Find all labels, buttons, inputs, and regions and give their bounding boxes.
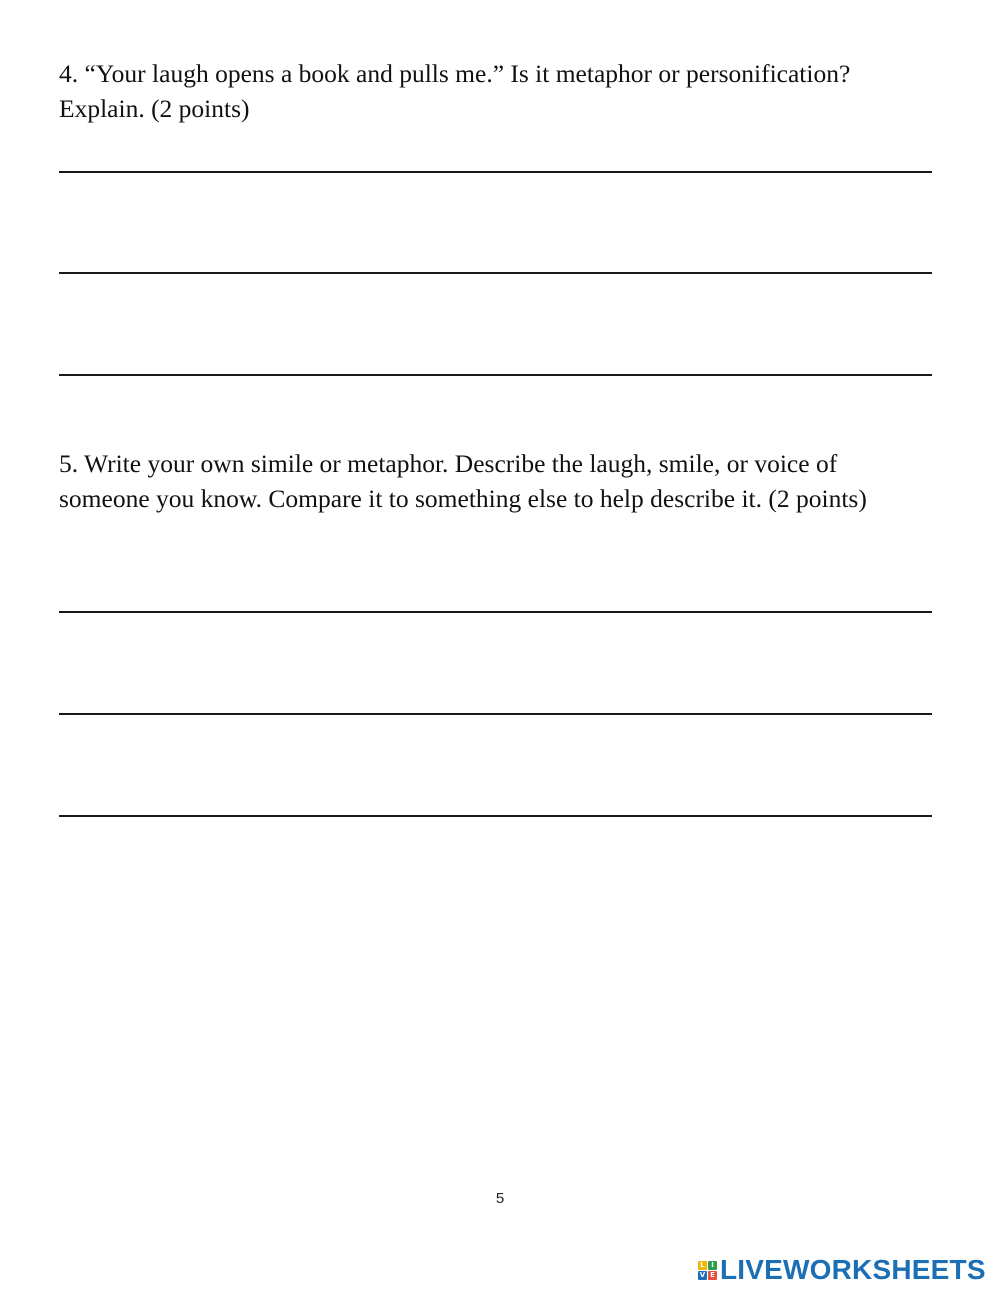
logo-letter-i: I	[708, 1261, 717, 1270]
question-4-answer-line-2[interactable]	[59, 272, 932, 274]
page-number: 5	[495, 1190, 505, 1207]
question-5-prompt: 5. Write your own simile or metaphor. Describe the laugh, smile, or voice of someone you know. Compare it to something else to help describe it. (2 points)	[59, 449, 867, 513]
logo-letter-e: E	[708, 1271, 717, 1280]
liveworksheets-logo	[698, 1255, 986, 1285]
logo-letter-l: L	[698, 1261, 707, 1270]
question-5-answer-line-1[interactable]	[59, 611, 932, 613]
liveworksheets-wordmark: LIVEWORKSHEETS	[720, 1254, 986, 1285]
question-4-answer-line-3[interactable]	[59, 374, 932, 376]
logo-letter-v: V	[699, 1270, 706, 1279]
question-4-answer-line-1[interactable]	[59, 171, 932, 173]
question-5-answer-line-3[interactable]	[59, 815, 932, 817]
question-4-prompt: 4. “Your laugh opens a book and pulls me.” Is it metaphor or personification? Explain. (2 points)	[59, 59, 851, 123]
live-blocks-icon	[698, 1261, 717, 1280]
question-5-answer-line-2[interactable]	[59, 713, 932, 715]
